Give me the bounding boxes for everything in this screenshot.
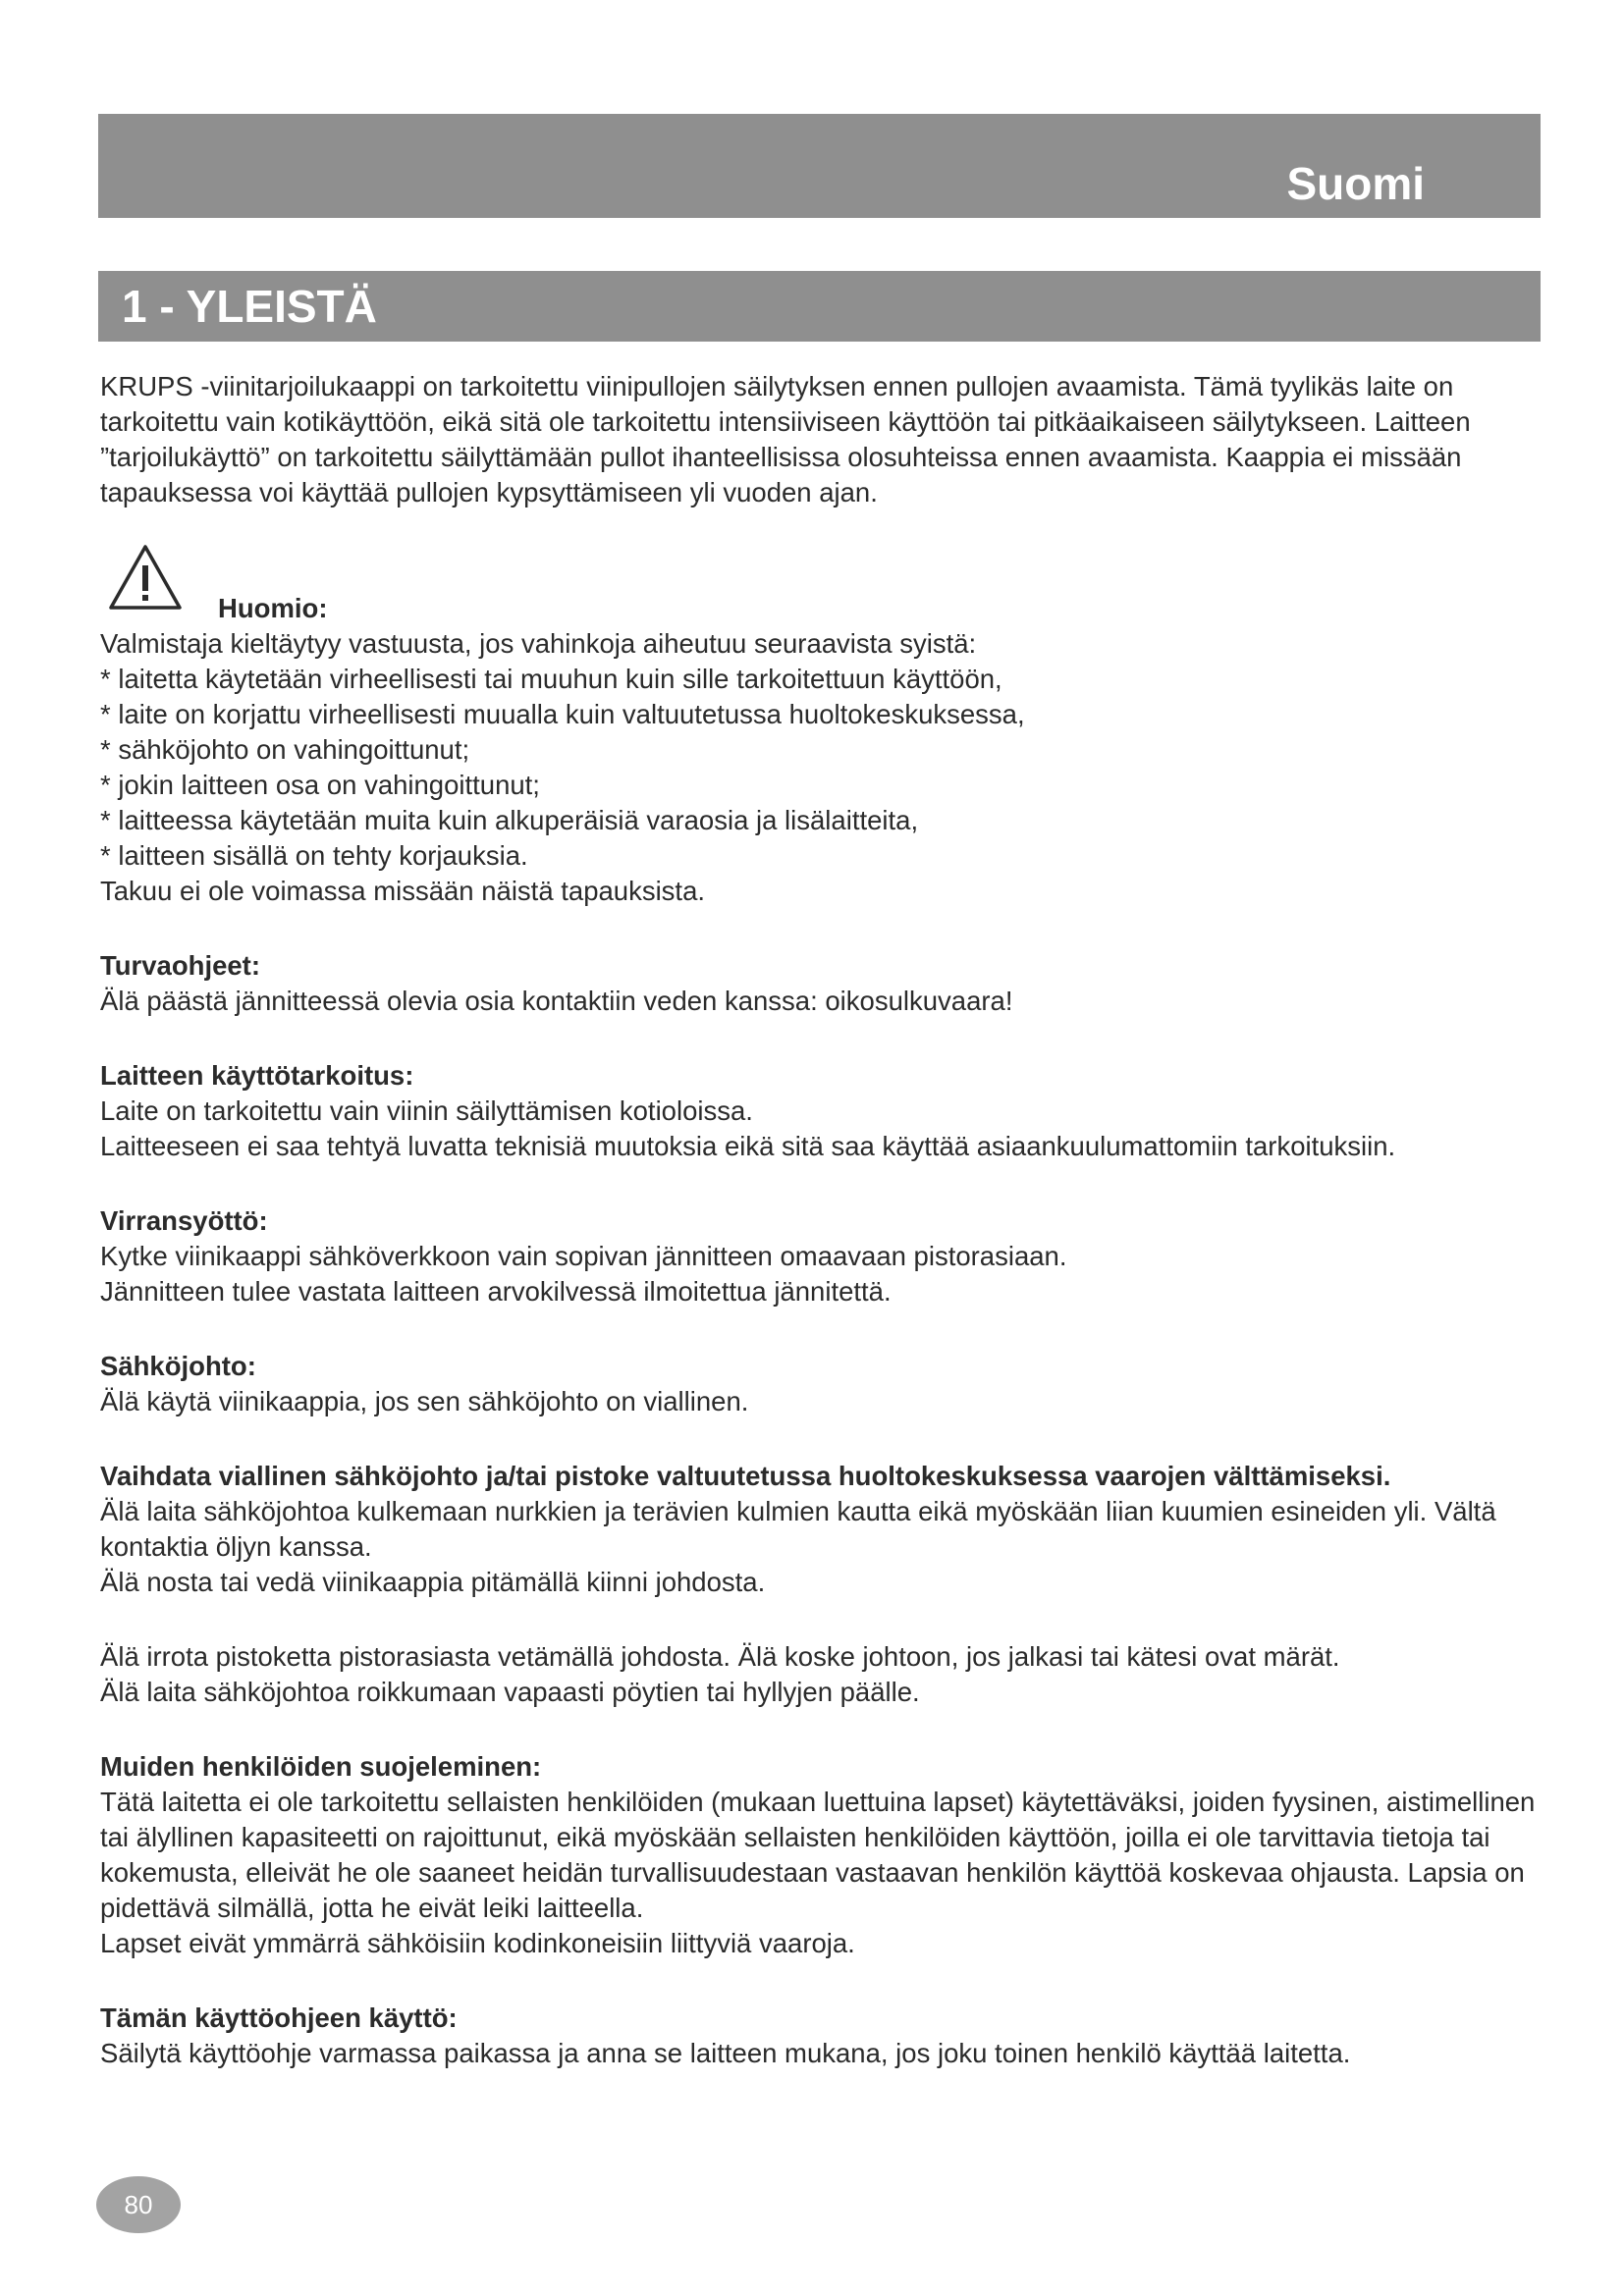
warning-title: Huomio:	[218, 593, 328, 623]
power-line-2: Jännitteen tulee vastata laitteen arvokilvessä ilmoitettua jännitettä.	[100, 1276, 892, 1307]
purpose-line-2: Laitteeseen ei saa tehtyä luvatta teknisiä muutoksia eikä sitä saa käyttää asiaankuulumattomiin tarkoituksiin.	[100, 1131, 1396, 1161]
warning-bullet: * laitetta käytetään virheellisesti tai muuhun kuin sille tarkoitettuun käyttöön,	[100, 664, 1002, 694]
cord-text: Älä käytä viinikaappia, jos sen sähköjohto on viallinen.	[100, 1386, 749, 1416]
replace-cord-text-1: Älä laita sähköjohtoa kulkemaan nurkkien ja terävien kulmien kautta eikä myöskään liian kuumien esineiden yli. Vältä kontaktia öljyn kanssa.	[100, 1496, 1496, 1562]
replace-cord-text-2: Älä nosta tai vedä viinikaappia pitämällä kiinni johdosta.	[100, 1567, 766, 1597]
purpose-line-1: Laite on tarkoitettu vain viinin säilyttämisen kotioloissa.	[100, 1095, 753, 1126]
safety-text: Älä päästä jännitteessä olevia osia kontaktiin veden kanssa: oikosulkuvaara!	[100, 986, 1013, 1016]
warning-triangle-icon	[108, 544, 183, 611]
others-text-2: Lapset eivät ymmärrä sähköisiin kodinkoneisiin liittyviä vaaroja.	[100, 1928, 855, 1958]
others-heading: Muiden henkilöiden suojeleminen:	[100, 1751, 542, 1782]
warning-header	[100, 544, 1543, 626]
safety-heading: Turvaohjeet:	[100, 950, 260, 981]
warning-bullet: * laitteen sisällä on tehty korjauksia.	[100, 840, 528, 871]
replace-cord-heading: Vaihdata viallinen sähköjohto ja/tai pistoke valtuutetussa huoltokeskuksessa vaarojen välttämiseksi.	[100, 1461, 1391, 1491]
purpose-heading: Laitteen käyttötarkoitus:	[100, 1060, 414, 1091]
warning-lead: Valmistaja kieltäytyy vastuusta, jos vahinkoja aiheutuu seuraavista syistä:	[100, 628, 977, 659]
language-label: Suomi	[1286, 158, 1425, 209]
language-header-bar	[98, 114, 1541, 218]
others-text-1: Tätä laitetta ei ole tarkoitettu sellaisten henkilöiden (mukaan luettuina lapset) käytettäväksi, joiden fyysinen, aistimellinen tai älyllinen kapasiteetti on rajoittunut, eikä myöskään sellaisten henkilöiden käyttöön, joilla ei ole tarvittavia tietoja tai kokemusta, elleivät he ole saaneet heidän turvallisuudestaan vastaavan henkilön käyttöä koskevaa ohjausta. Lapsia on pidettävä silmällä, jotta he eivät leiki laitteella.	[100, 1787, 1536, 1923]
plug-line-1: Älä irrota pistoketta pistorasiasta vetämällä johdosta. Älä koske johtoon, jos jalkasi tai kätesi ovat märät.	[100, 1641, 1340, 1672]
plug-line-2: Älä laita sähköjohtoa roikkumaan vapaasti pöytien tai hyllyjen päälle.	[100, 1677, 920, 1707]
section-title: 1 - YLEISTÄ	[122, 281, 377, 332]
warning-bullet: * sähköjohto on vahingoittunut;	[100, 734, 470, 765]
manual-heading: Tämän käyttöohjeen käyttö:	[100, 2002, 458, 2033]
power-heading: Virransyöttö:	[100, 1205, 268, 1236]
warning-bullet: * jokin laitteen osa on vahingoittunut;	[100, 770, 540, 800]
warning-bullet: * laite on korjattu virheellisesti muualla kuin valtuutetussa huoltokeskuksessa,	[100, 699, 1025, 729]
cord-heading: Sähköjohto:	[100, 1351, 256, 1381]
power-line-1: Kytke viinikaappi sähköverkkoon vain sopivan jännitteen omaavaan pistorasiaan.	[100, 1241, 1067, 1271]
warning-footer: Takuu ei ole voimassa missään näistä tapauksista.	[100, 876, 706, 906]
document-body	[100, 369, 1543, 2071]
section-header-bar	[98, 271, 1541, 342]
intro-paragraph: KRUPS -viinitarjoilukaappi on tarkoitettu viinipullojen säilytyksen ennen pullojen avaamista. Tämä tyylikäs laite on tarkoitettu vain kotikäyttöön, eikä sitä ole tarkoitettu intensiiviseen käyttöön tai pitkäaikaiseen säilytykseen. Laitteen ”tarjoilukäyttö” on tarkoitettu säilyttämään pullot ihanteellisissa olosuhteissa ennen avaamista. Kaappia ei missään tapauksessa voi käyttää pullojen kypsyttämiseen yli vuoden ajan.	[100, 371, 1471, 507]
manual-text: Säilytä käyttöohje varmassa paikassa ja anna se laitteen mukana, jos joku toinen henkilö käyttää laitetta.	[100, 2038, 1351, 2068]
warning-bullet: * laitteessa käytetään muita kuin alkuperäisiä varaosia ja lisälaitteita,	[100, 805, 919, 835]
page-number-badge: 80	[96, 2176, 181, 2233]
